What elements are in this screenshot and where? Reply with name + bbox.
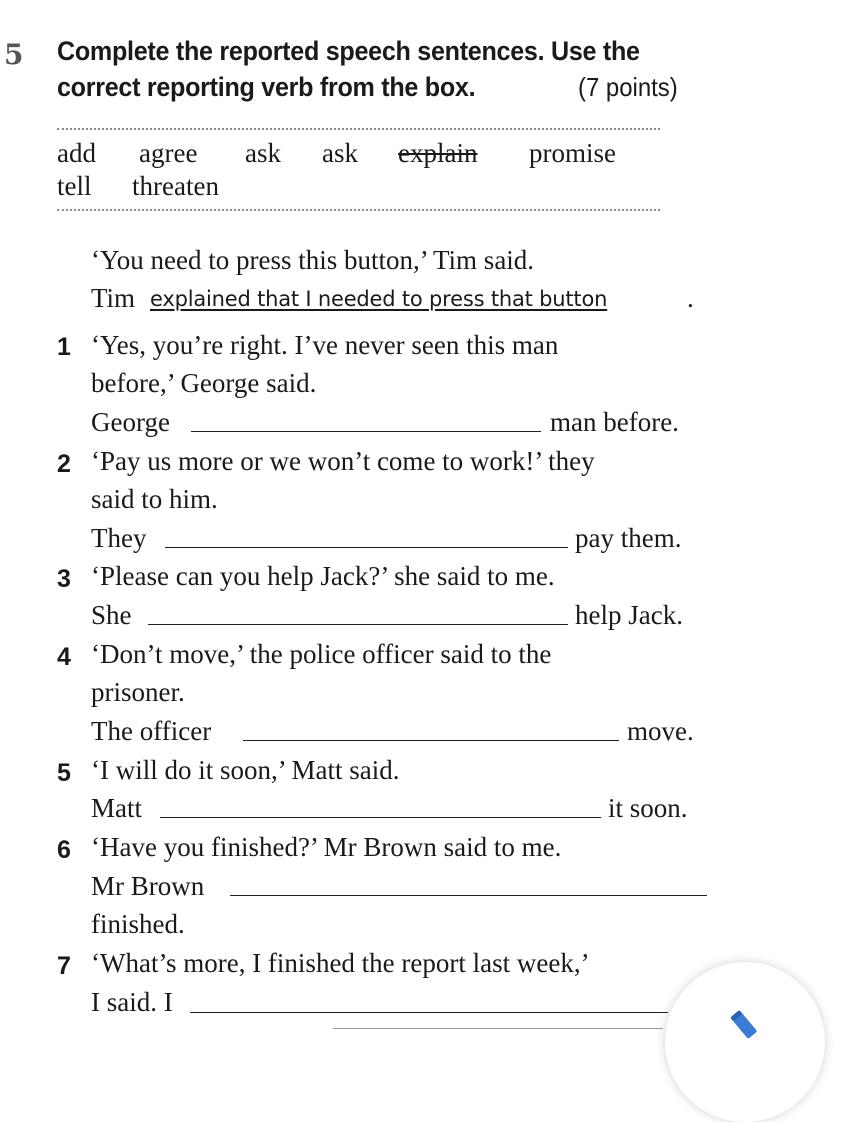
word-box-word: agree [139,138,198,168]
item-number: 1 [57,333,71,361]
item-quote: ‘Please can you help Jack?’ she said to me. [91,561,555,591]
word-box-word: promise [529,138,616,168]
example-end: . [687,283,694,313]
answer-blank[interactable] [160,817,601,818]
answer-blank[interactable] [190,1012,668,1013]
item-quote: prisoner. [91,677,185,707]
item-quote: ‘Yes, you’re right. I’ve never seen this man [91,330,559,360]
item-quote: ‘I will do it soon,’ Matt said. [91,755,400,785]
item-quote: ‘Pay us more or we won’t come to work!’ they [91,446,595,476]
word-box-word: tell [57,171,92,201]
item-prompt-end: it soon. [608,793,688,823]
item-prompt-end: help Jack. [575,600,683,630]
answer-blank[interactable] [165,547,568,548]
item-quote: ‘Don’t move,’ the police officer said to the [91,639,552,669]
item-number: 2 [57,450,71,478]
word-box-word: ask [245,138,281,168]
exercise-number: 5 [4,38,24,71]
edit-fab-button[interactable] [665,962,825,1122]
item-number: 7 [57,952,71,980]
item-prompt-start: The officer [91,716,212,746]
item-quote: ‘Have you finished?’ Mr Brown said to me. [91,832,562,862]
item-prompt-start: Mr Brown [91,871,205,901]
exercise-title-line2: correct reporting verb from the box. [57,72,476,102]
pencil-icon [725,1006,765,1046]
item-prompt-start: She [91,600,132,630]
item-number: 5 [57,759,71,787]
item-prompt-end: move. [627,716,694,746]
item-quote: before,’ George said. [91,368,317,398]
word-box-word: add [57,138,96,168]
item-quote: said to him. [91,484,218,514]
item-number: 3 [57,565,71,593]
item-prompt-start: They [91,523,147,553]
item-prompt-start: Matt [91,793,142,823]
item-prompt-continuation: finished. [91,909,185,939]
example-quote: ‘You need to press this button,’ Tim said. [91,245,535,275]
page-edge-line [333,1028,663,1029]
word-box-word-crossed: explain [398,138,478,168]
word-box-word: threaten [132,171,219,201]
points-label: (7 points) [578,72,678,102]
item-prompt-end: pay them. [575,523,682,553]
word-box-word: ask [322,138,358,168]
answer-blank[interactable] [243,740,619,741]
word-box-top-border [57,128,660,130]
answer-blank[interactable] [191,431,541,432]
item-number: 6 [57,836,71,864]
item-number: 4 [57,643,71,671]
item-prompt-end: man before. [550,407,679,437]
example-start: Tim [91,283,136,313]
example-answer: explained that I needed to press that button [150,287,608,311]
answer-blank[interactable] [148,624,568,625]
item-prompt-start: I said. I [91,987,173,1017]
word-box-bottom-border [57,209,660,211]
exercise-title-line1: Complete the reported speech sentences. Use the [57,36,640,66]
item-prompt-start: George [91,407,170,437]
answer-blank[interactable] [230,895,707,896]
item-quote: ‘What’s more, I finished the report last week,’ [91,948,590,978]
